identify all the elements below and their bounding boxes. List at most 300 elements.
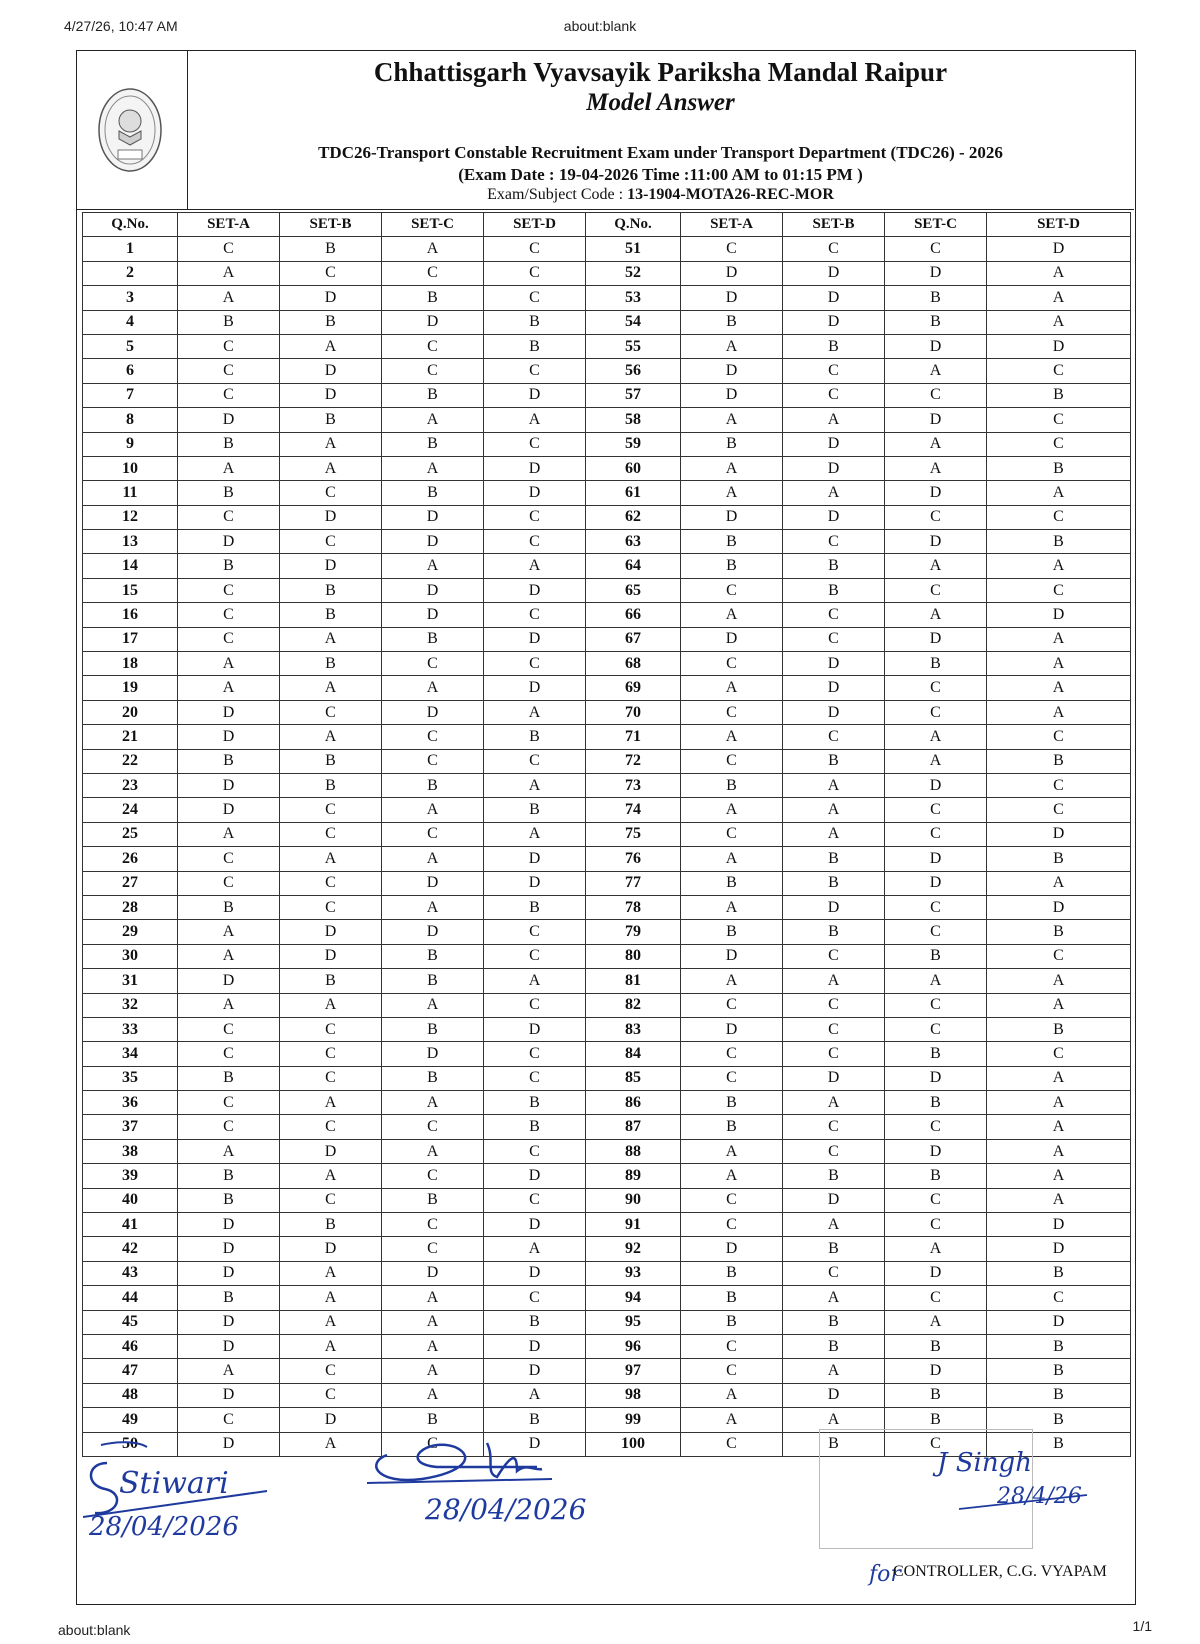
- column-header: SET-B: [280, 213, 382, 237]
- answer-cell: C: [987, 359, 1131, 383]
- question-number-cell: 20: [83, 700, 178, 724]
- answer-cell: A: [280, 847, 382, 871]
- answer-cell: C: [178, 1017, 280, 1041]
- signature-jsingh-date: 28/4/26: [997, 1484, 1082, 1509]
- answer-cell: C: [885, 383, 987, 407]
- answer-cell: B: [178, 895, 280, 919]
- answer-cell: C: [987, 408, 1131, 432]
- table-row: [83, 1334, 1131, 1358]
- question-number-cell: 21: [83, 725, 178, 749]
- answer-cell: B: [382, 627, 484, 651]
- answer-cell: A: [280, 456, 382, 480]
- question-number-cell: 3: [83, 286, 178, 310]
- answer-cell: D: [783, 432, 885, 456]
- answer-cell: D: [178, 408, 280, 432]
- answer-cell: A: [382, 1310, 484, 1334]
- answer-cell: D: [885, 1359, 987, 1383]
- answer-cell: D: [783, 1383, 885, 1407]
- answer-cell: C: [885, 1286, 987, 1310]
- answer-cell: B: [178, 1164, 280, 1188]
- answer-cell: B: [280, 969, 382, 993]
- answer-cell: C: [178, 237, 280, 261]
- question-number-cell: 98: [586, 1383, 681, 1407]
- answer-cell: A: [382, 456, 484, 480]
- answer-cell: D: [681, 627, 783, 651]
- answer-cell: A: [178, 261, 280, 285]
- table-row: [83, 822, 1131, 846]
- question-number-cell: 57: [586, 383, 681, 407]
- answer-cell: A: [987, 871, 1131, 895]
- answer-cell: D: [484, 383, 586, 407]
- question-number-cell: 69: [586, 676, 681, 700]
- answer-cell: B: [681, 1261, 783, 1285]
- answer-cell: B: [681, 1286, 783, 1310]
- answer-cell: A: [484, 1383, 586, 1407]
- answer-key-table: [82, 212, 1131, 1457]
- answer-cell: D: [280, 944, 382, 968]
- answer-cell: B: [681, 1115, 783, 1139]
- table-row: [83, 1115, 1131, 1139]
- answer-cell: A: [178, 944, 280, 968]
- answer-cell: C: [178, 359, 280, 383]
- answer-cell: C: [987, 773, 1131, 797]
- answer-cell: A: [280, 1286, 382, 1310]
- answer-cell: A: [987, 627, 1131, 651]
- answer-cell: A: [681, 1139, 783, 1163]
- question-number-cell: 72: [586, 749, 681, 773]
- answer-cell: B: [178, 310, 280, 334]
- answer-cell: A: [681, 676, 783, 700]
- table-row: [83, 1286, 1131, 1310]
- question-number-cell: 66: [586, 603, 681, 627]
- table-row: [83, 920, 1131, 944]
- answer-cell: A: [987, 481, 1131, 505]
- answer-cell: A: [885, 359, 987, 383]
- question-number-cell: 51: [586, 237, 681, 261]
- question-number-cell: 76: [586, 847, 681, 871]
- answer-cell: A: [783, 969, 885, 993]
- answer-cell: C: [178, 603, 280, 627]
- answer-cell: B: [280, 773, 382, 797]
- answer-cell: D: [178, 1334, 280, 1358]
- answer-cell: C: [681, 822, 783, 846]
- answer-cell: D: [987, 237, 1131, 261]
- answer-cell: D: [987, 822, 1131, 846]
- answer-cell: C: [280, 1359, 382, 1383]
- answer-cell: C: [382, 1213, 484, 1237]
- answer-cell: A: [681, 798, 783, 822]
- answer-cell: C: [783, 944, 885, 968]
- answer-cell: C: [681, 1213, 783, 1237]
- answer-cell: C: [987, 725, 1131, 749]
- answer-cell: A: [783, 773, 885, 797]
- answer-cell: B: [382, 944, 484, 968]
- answer-cell: A: [987, 993, 1131, 1017]
- answer-cell: A: [681, 481, 783, 505]
- answer-cell: A: [783, 798, 885, 822]
- answer-cell: B: [987, 1359, 1131, 1383]
- answer-cell: D: [280, 383, 382, 407]
- answer-cell: A: [382, 847, 484, 871]
- answer-cell: C: [885, 1213, 987, 1237]
- answer-cell: D: [382, 871, 484, 895]
- question-number-cell: 99: [586, 1408, 681, 1432]
- answer-cell: D: [484, 676, 586, 700]
- question-number-cell: 85: [586, 1066, 681, 1090]
- table-row: [83, 1188, 1131, 1212]
- answer-cell: C: [484, 505, 586, 529]
- table-row: [83, 1017, 1131, 1041]
- answer-cell: C: [280, 1042, 382, 1066]
- answer-cell: A: [382, 1383, 484, 1407]
- answer-cell: B: [382, 1188, 484, 1212]
- answer-cell: C: [681, 1334, 783, 1358]
- answer-cell: D: [484, 1164, 586, 1188]
- answer-cell: A: [885, 749, 987, 773]
- answer-cell: B: [987, 1261, 1131, 1285]
- question-number-cell: 92: [586, 1237, 681, 1261]
- answer-cell: B: [783, 1432, 885, 1456]
- answer-cell: C: [280, 822, 382, 846]
- column-header: SET-A: [681, 213, 783, 237]
- answer-cell: B: [484, 310, 586, 334]
- answer-cell: C: [484, 944, 586, 968]
- answer-cell: B: [382, 432, 484, 456]
- answer-cell: C: [280, 871, 382, 895]
- answer-cell: A: [783, 1286, 885, 1310]
- question-number-cell: 52: [586, 261, 681, 285]
- table-row: [83, 652, 1131, 676]
- answer-cell: C: [484, 530, 586, 554]
- answer-cell: B: [280, 578, 382, 602]
- answer-cell: B: [783, 749, 885, 773]
- answer-cell: A: [382, 1334, 484, 1358]
- answer-cell: A: [681, 456, 783, 480]
- answer-cell: B: [783, 1237, 885, 1261]
- answer-cell: C: [280, 1188, 382, 1212]
- print-url-header: about:blank: [563, 18, 637, 34]
- answer-cell: D: [382, 1261, 484, 1285]
- table-row: [83, 1359, 1131, 1383]
- answer-cell: A: [280, 1091, 382, 1115]
- question-number-cell: 12: [83, 505, 178, 529]
- answer-cell: D: [885, 1139, 987, 1163]
- answer-cell: C: [783, 359, 885, 383]
- answer-cell: A: [885, 603, 987, 627]
- answer-cell: D: [783, 1188, 885, 1212]
- answer-cell: A: [783, 408, 885, 432]
- answer-cell: A: [783, 1408, 885, 1432]
- answer-cell: C: [885, 237, 987, 261]
- answer-cell: B: [987, 456, 1131, 480]
- answer-cell: B: [783, 578, 885, 602]
- table-row: [83, 456, 1131, 480]
- answer-cell: B: [885, 1091, 987, 1115]
- table-row: [83, 944, 1131, 968]
- answer-cell: B: [484, 1091, 586, 1115]
- answer-cell: C: [783, 627, 885, 651]
- answer-cell: C: [382, 359, 484, 383]
- answer-cell: B: [280, 603, 382, 627]
- question-number-cell: 79: [586, 920, 681, 944]
- answer-cell: C: [783, 1115, 885, 1139]
- question-number-cell: 5: [83, 334, 178, 358]
- answer-cell: A: [987, 286, 1131, 310]
- answer-sheet: [76, 50, 1136, 1605]
- answer-cell: D: [484, 1359, 586, 1383]
- answer-cell: C: [987, 432, 1131, 456]
- question-number-cell: 81: [586, 969, 681, 993]
- answer-cell: C: [681, 1432, 783, 1456]
- answer-cell: B: [681, 310, 783, 334]
- answer-cell: B: [382, 1066, 484, 1090]
- answer-cell: D: [783, 676, 885, 700]
- answer-cell: B: [681, 1310, 783, 1334]
- answer-cell: B: [178, 432, 280, 456]
- answer-cell: C: [280, 798, 382, 822]
- answer-cell: B: [280, 1213, 382, 1237]
- table-row: [83, 1164, 1131, 1188]
- question-number-cell: 45: [83, 1310, 178, 1334]
- answer-cell: D: [382, 1042, 484, 1066]
- answer-cell: B: [280, 652, 382, 676]
- answer-cell: A: [484, 554, 586, 578]
- controller-designation: CONTROLLER, C.G. VYAPAM: [893, 1563, 1107, 1580]
- answer-cell: B: [681, 432, 783, 456]
- question-number-cell: 41: [83, 1213, 178, 1237]
- answer-cell: A: [280, 1261, 382, 1285]
- question-number-cell: 73: [586, 773, 681, 797]
- exam-date-time: (Exam Date : 19-04-2026 Time :11:00 AM to 01:15 PM ): [458, 165, 863, 184]
- table-header-row: [83, 213, 1131, 237]
- answer-cell: D: [484, 627, 586, 651]
- answer-cell: D: [681, 359, 783, 383]
- answer-cell: C: [681, 652, 783, 676]
- answer-cell: C: [484, 261, 586, 285]
- answer-cell: C: [681, 749, 783, 773]
- answer-cell: A: [681, 725, 783, 749]
- answer-cell: C: [178, 505, 280, 529]
- answer-cell: A: [885, 456, 987, 480]
- question-number-cell: 29: [83, 920, 178, 944]
- answer-cell: D: [987, 334, 1131, 358]
- signature-stiwari: [77, 1423, 327, 1543]
- question-number-cell: 4: [83, 310, 178, 334]
- answer-cell: B: [783, 920, 885, 944]
- column-header: SET-A: [178, 213, 280, 237]
- question-number-cell: 84: [586, 1042, 681, 1066]
- answer-cell: D: [178, 1237, 280, 1261]
- answer-cell: A: [178, 993, 280, 1017]
- answer-cell: C: [885, 505, 987, 529]
- answer-cell: D: [681, 286, 783, 310]
- answer-cell: C: [885, 920, 987, 944]
- answer-cell: D: [681, 261, 783, 285]
- answer-cell: A: [987, 310, 1131, 334]
- answer-cell: C: [885, 798, 987, 822]
- answer-cell: C: [783, 1261, 885, 1285]
- question-number-cell: 77: [586, 871, 681, 895]
- question-number-cell: 13: [83, 530, 178, 554]
- answer-cell: D: [484, 1334, 586, 1358]
- answer-cell: B: [178, 1286, 280, 1310]
- question-number-cell: 71: [586, 725, 681, 749]
- question-number-cell: 37: [83, 1115, 178, 1139]
- answer-cell: D: [783, 505, 885, 529]
- answer-cell: A: [484, 1237, 586, 1261]
- answer-cell: A: [280, 993, 382, 1017]
- answer-cell: C: [382, 334, 484, 358]
- answer-cell: D: [178, 725, 280, 749]
- answer-cell: D: [783, 895, 885, 919]
- answer-cell: D: [280, 286, 382, 310]
- answer-cell: A: [178, 676, 280, 700]
- answer-cell: C: [178, 1042, 280, 1066]
- answer-cell: C: [681, 1188, 783, 1212]
- table-row: [83, 627, 1131, 651]
- answer-cell: A: [681, 334, 783, 358]
- answer-cell: A: [885, 1310, 987, 1334]
- answer-cell: C: [484, 652, 586, 676]
- table-row: [83, 383, 1131, 407]
- answer-cell: C: [681, 993, 783, 1017]
- answer-cell: D: [885, 334, 987, 358]
- table-row: [83, 237, 1131, 261]
- table-row: [83, 969, 1131, 993]
- answer-cell: D: [484, 456, 586, 480]
- answer-cell: A: [987, 1164, 1131, 1188]
- question-number-cell: 95: [586, 1310, 681, 1334]
- answer-cell: C: [178, 847, 280, 871]
- answer-cell: B: [681, 871, 783, 895]
- answer-cell: C: [681, 700, 783, 724]
- answer-cell: C: [484, 603, 586, 627]
- answer-cell: D: [484, 481, 586, 505]
- document-subtitle: Model Answer: [586, 89, 735, 116]
- answer-cell: B: [987, 383, 1131, 407]
- answer-cell: C: [484, 237, 586, 261]
- answer-cell: C: [783, 993, 885, 1017]
- answer-cell: B: [681, 773, 783, 797]
- answer-cell: B: [382, 1408, 484, 1432]
- question-number-cell: 56: [586, 359, 681, 383]
- table-row: [83, 286, 1131, 310]
- answer-cell: C: [382, 652, 484, 676]
- table-row: [83, 603, 1131, 627]
- column-header: SET-D: [484, 213, 586, 237]
- answer-cell: C: [783, 1139, 885, 1163]
- answer-cell: C: [382, 1432, 484, 1456]
- answer-cell: C: [885, 1115, 987, 1139]
- answer-cell: B: [484, 895, 586, 919]
- answer-cell: B: [987, 1017, 1131, 1041]
- answer-cell: B: [178, 1066, 280, 1090]
- answer-cell: A: [280, 725, 382, 749]
- answer-cell: A: [280, 432, 382, 456]
- answer-cell: A: [783, 1091, 885, 1115]
- answer-cell: C: [987, 505, 1131, 529]
- answer-cell: C: [987, 944, 1131, 968]
- answer-cell: B: [885, 652, 987, 676]
- answer-cell: C: [280, 481, 382, 505]
- answer-cell: D: [484, 1017, 586, 1041]
- answer-cell: A: [987, 1139, 1131, 1163]
- answer-cell: D: [178, 1432, 280, 1456]
- answer-cell: D: [178, 798, 280, 822]
- question-number-cell: 33: [83, 1017, 178, 1041]
- table-row: [83, 1091, 1131, 1115]
- question-number-cell: 43: [83, 1261, 178, 1285]
- table-row: [83, 310, 1131, 334]
- answer-cell: B: [885, 286, 987, 310]
- answer-cell: C: [783, 383, 885, 407]
- answer-cell: B: [382, 286, 484, 310]
- question-number-cell: 28: [83, 895, 178, 919]
- signature-stiwari-name: Stiwari: [119, 1466, 229, 1501]
- answer-cell: B: [484, 334, 586, 358]
- answer-cell: A: [783, 1359, 885, 1383]
- answer-cell: B: [885, 1334, 987, 1358]
- answer-cell: D: [783, 310, 885, 334]
- answer-cell: A: [280, 1432, 382, 1456]
- table-row: [83, 773, 1131, 797]
- answer-cell: C: [885, 700, 987, 724]
- answer-cell: A: [382, 895, 484, 919]
- answer-cell: D: [484, 1261, 586, 1285]
- answer-cell: B: [484, 1310, 586, 1334]
- table-row: [83, 895, 1131, 919]
- answer-cell: D: [783, 1066, 885, 1090]
- answer-cell: C: [484, 1286, 586, 1310]
- answer-cell: B: [178, 1188, 280, 1212]
- table-row: [83, 359, 1131, 383]
- signature-stiwari-date: 28/04/2026: [89, 1512, 239, 1542]
- answer-cell: D: [178, 1261, 280, 1285]
- table-row: [83, 505, 1131, 529]
- answer-cell: C: [484, 286, 586, 310]
- answer-cell: A: [885, 432, 987, 456]
- table-body: [83, 237, 1131, 1457]
- answer-cell: A: [382, 1091, 484, 1115]
- table-row: [83, 1261, 1131, 1285]
- question-number-cell: 14: [83, 554, 178, 578]
- answer-cell: C: [280, 1115, 382, 1139]
- answer-cell: A: [178, 920, 280, 944]
- answer-cell: D: [987, 1310, 1131, 1334]
- answer-cell: B: [382, 1017, 484, 1041]
- question-number-cell: 16: [83, 603, 178, 627]
- question-number-cell: 24: [83, 798, 178, 822]
- answer-cell: D: [987, 1237, 1131, 1261]
- table-row: [83, 1139, 1131, 1163]
- vyapam-seal-icon: [97, 87, 163, 173]
- exam-code-value: 13-1904-MOTA26-REC-MOR: [627, 186, 834, 203]
- answer-cell: A: [382, 237, 484, 261]
- signature-jsingh-prefix: for: [869, 1562, 901, 1587]
- answer-cell: C: [783, 530, 885, 554]
- answer-cell: B: [885, 310, 987, 334]
- answer-cell: A: [280, 1334, 382, 1358]
- answer-cell: D: [178, 773, 280, 797]
- answer-cell: D: [783, 261, 885, 285]
- question-number-cell: 25: [83, 822, 178, 846]
- answer-cell: B: [280, 237, 382, 261]
- answer-cell: C: [681, 237, 783, 261]
- signature-area: [77, 1423, 1134, 1603]
- answer-cell: D: [178, 1213, 280, 1237]
- answer-cell: B: [382, 969, 484, 993]
- answer-cell: A: [382, 1286, 484, 1310]
